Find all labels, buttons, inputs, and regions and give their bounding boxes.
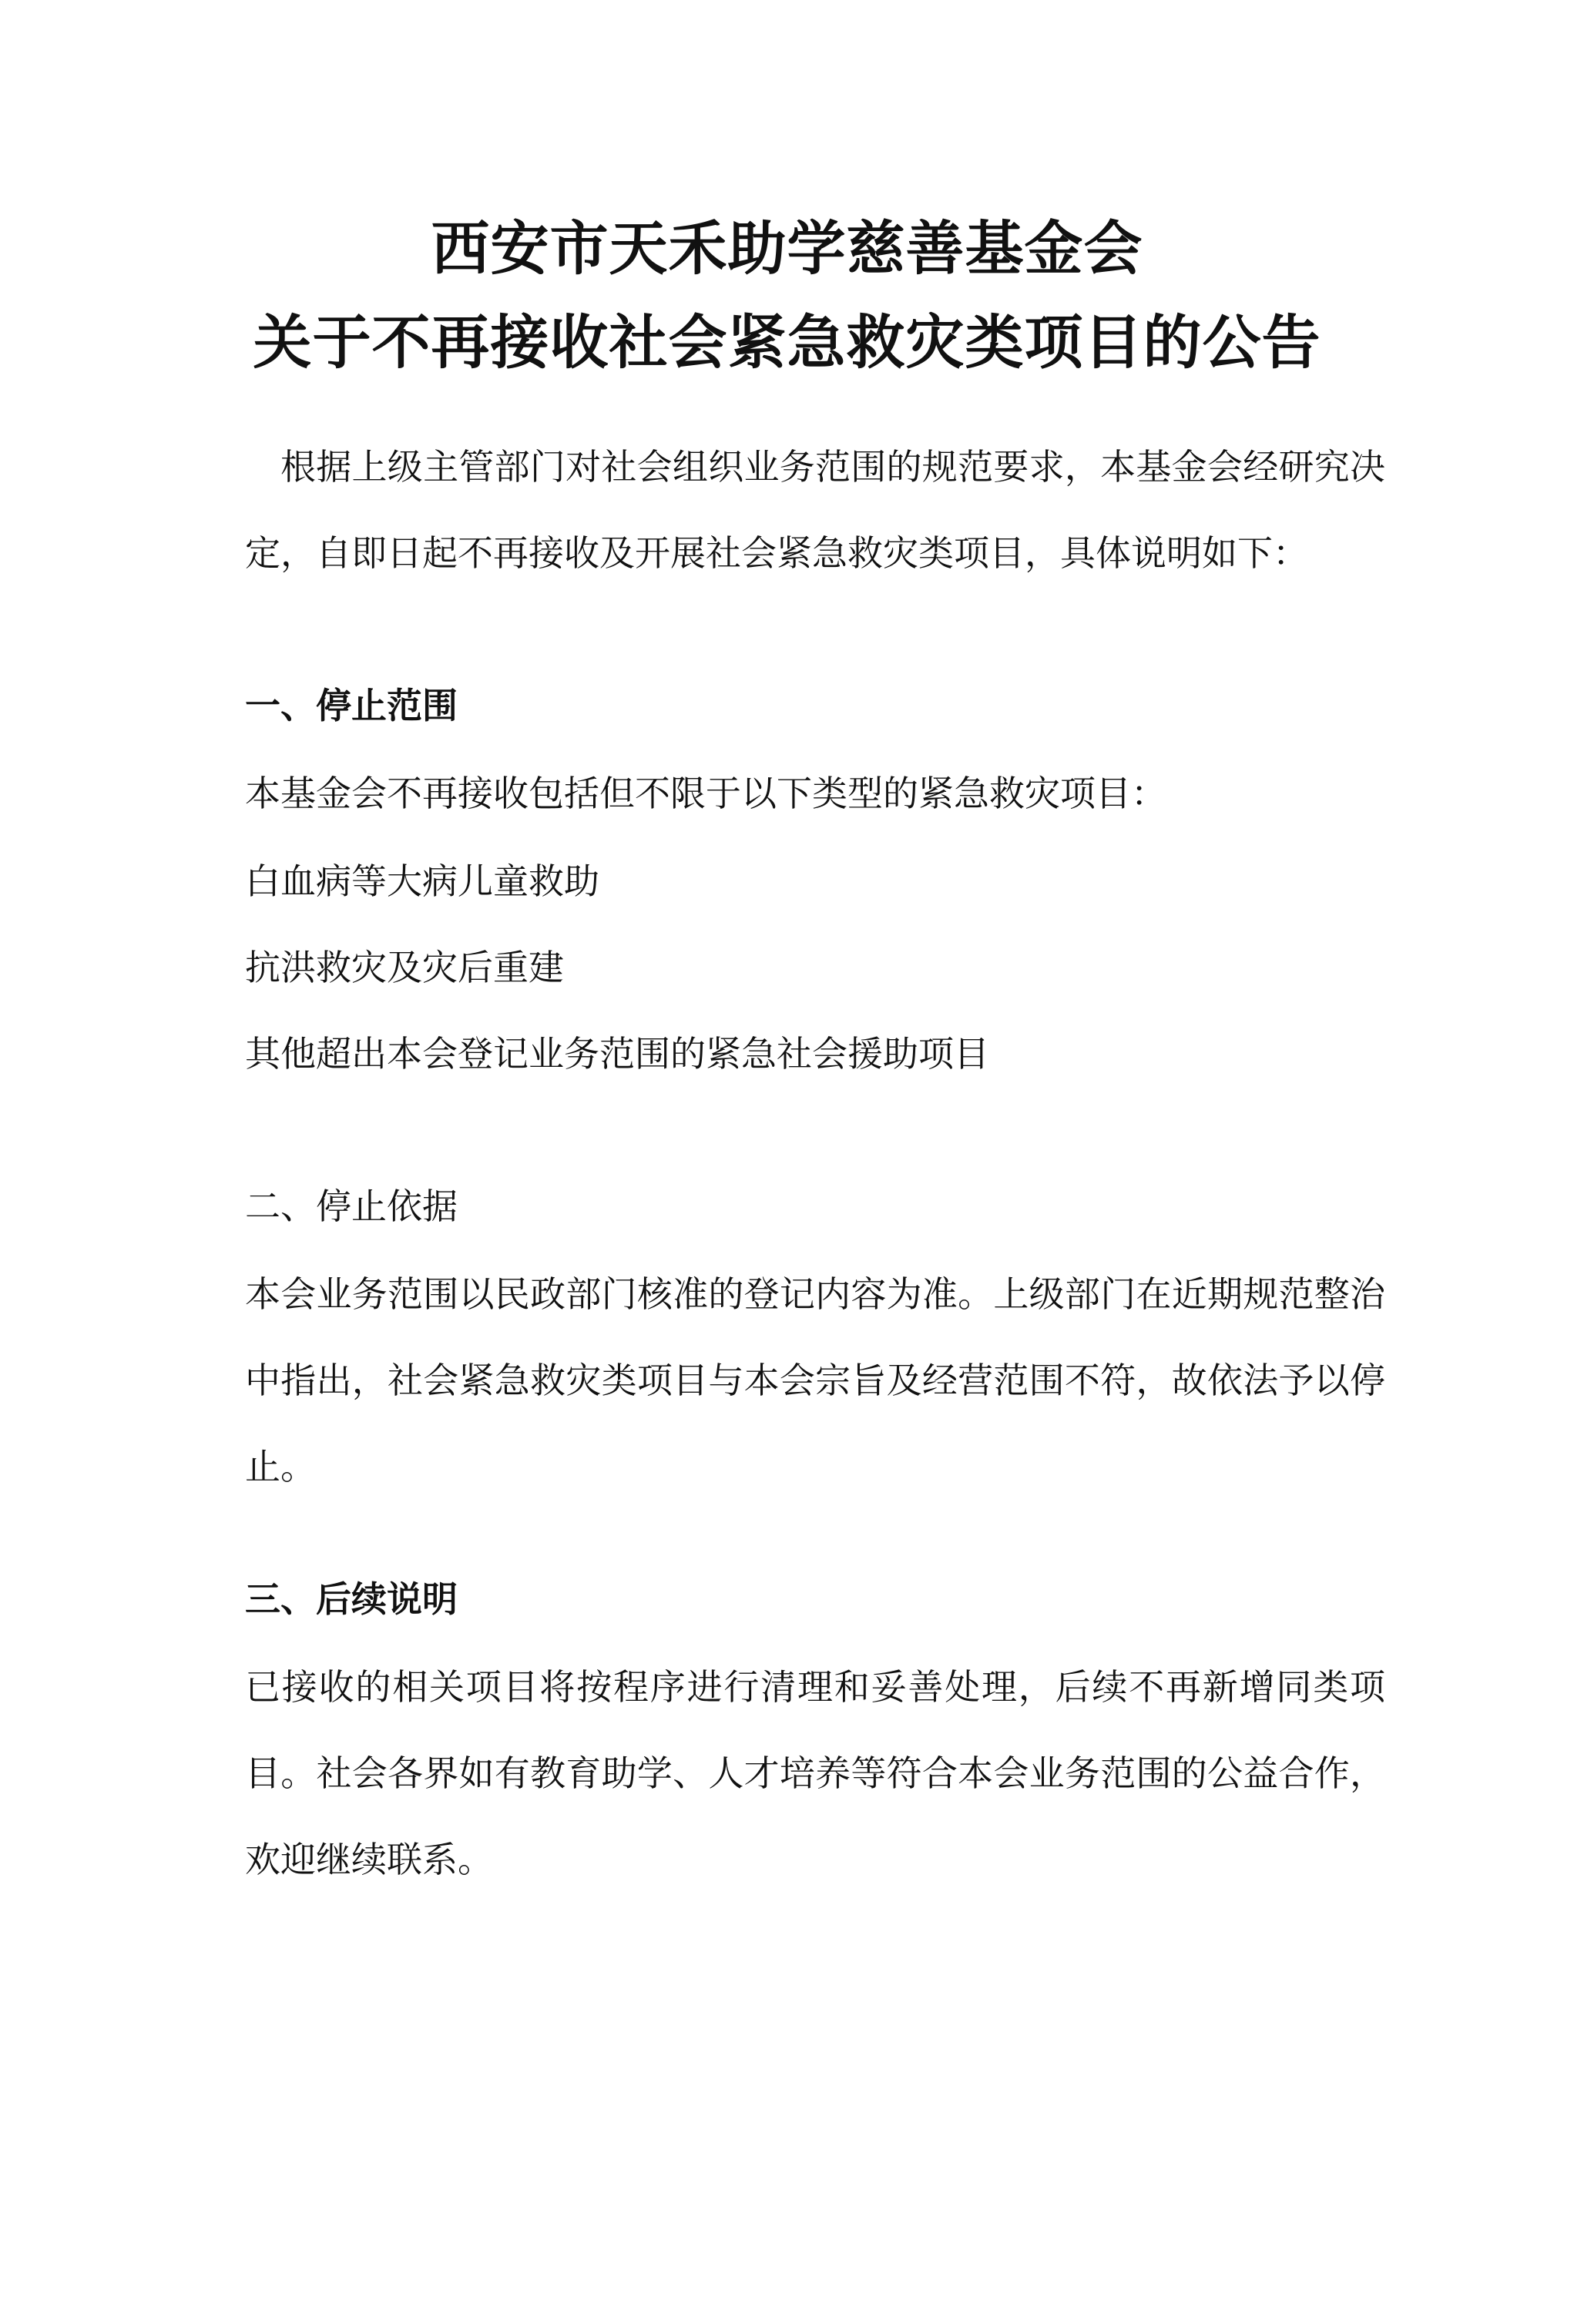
section-heading-scope: 一、停止范围 <box>245 685 458 726</box>
title-line-subject: 关于不再接收社会紧急救灾类项目的公告 <box>253 308 1321 377</box>
section-heading-basis: 二、停止依据 <box>245 1185 458 1227</box>
section-followup <box>245 1556 1385 1903</box>
section-heading-followup: 三、后续说明 <box>245 1578 458 1620</box>
section-scope <box>245 662 1385 1097</box>
scope-list-item: 其他超出本会登记业务范围的紧急社会援助项目 <box>245 1033 989 1075</box>
scope-list-item: 抗洪救灾及灾后重建 <box>245 947 564 988</box>
followup-paragraph: 已接收的相关项目将按程序进行清理和妥善处理，后续不再新增同类项目。社会各界如有教育助学、人才培养等符合本会业务范围的公益合作，欢迎继续联系。 <box>245 1666 1385 1880</box>
scope-list-item: 白血病等大病儿童救助 <box>245 860 599 902</box>
basis-paragraph: 本会业务范围以民政部门核准的登记内容为准。上级部门在近期规范整治中指出，社会紧急救灾类项目与本会宗旨及经营范围不符，故依法予以停止。 <box>245 1273 1385 1487</box>
announcement-body <box>245 424 1385 1903</box>
intro-paragraph: 根据上级主管部门对社会组织业务范围的规范要求，本基金会经研究决定，自即日起不再接收及开展社会紧急救灾类项目，具体说明如下： <box>245 446 1385 574</box>
scope-lead-text: 本基金会不再接收包括但不限于以下类型的紧急救灾项目： <box>245 773 1166 814</box>
section-basis <box>245 1163 1385 1510</box>
announcement-title <box>0 202 1574 390</box>
title-line-organization: 西安市天禾助学慈善基金会 <box>431 214 1143 283</box>
